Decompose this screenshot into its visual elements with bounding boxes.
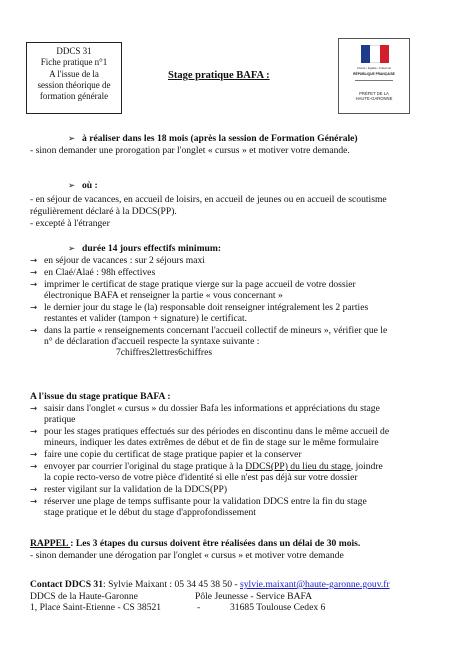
infobox-line: formation générale bbox=[39, 91, 109, 102]
logo-prefet bbox=[339, 91, 409, 101]
arrowhead-bullet-icon: ➢ bbox=[68, 244, 76, 254]
logo-prefet-line1: PRÉFET DE LA bbox=[359, 91, 389, 96]
infobox-line: DDCS 31 bbox=[56, 46, 92, 56]
list-item-continuation: stage pratique et le début du stage d'approfondissement bbox=[44, 507, 256, 518]
rappel-line: RAPPEL : Les 3 étapes du cursus doivent être réalisées dans un délai de 30 mois. bbox=[30, 538, 361, 549]
logo-prefet-line2: HAUTE-GARONNE bbox=[355, 96, 393, 101]
section2-line: régulièrement déclaré à la DDCS(PP). bbox=[30, 206, 177, 217]
arrowhead-bullet-icon: ➢ bbox=[68, 134, 76, 144]
section3-heading: ➢ durée 14 jours effectifs minimum: bbox=[68, 243, 222, 254]
right-arrow-icon: → bbox=[30, 485, 38, 495]
contact-service: Pôle Jeunesse - Service BAFA bbox=[195, 591, 313, 602]
declaration-syntax: 7chiffres2lettres6chiffres bbox=[116, 347, 213, 358]
contact-org: DDCS de la Haute-Garonne bbox=[30, 591, 138, 602]
section1-note: - sinon demander une prorogation par l'onglet « cursus » et motiver votre demande. bbox=[30, 145, 350, 156]
section4-heading: A l'issue du stage pratique BAFA : bbox=[30, 391, 171, 402]
right-arrow-icon: → bbox=[30, 497, 38, 507]
prefecture-logo bbox=[338, 38, 410, 114]
right-arrow-icon: → bbox=[30, 427, 38, 437]
rappel-note: - sinon demander une dérogation par l'onglet « cursus » et motiver votre demande bbox=[30, 550, 344, 561]
list-item: → réserver une plage de temps suffisante pour la validation DDCS entre la fin du stage bbox=[30, 496, 367, 507]
list-item: → envoyer par courrier l'original du stage pratique à la DDCS(PP) du lieu du stage, joindre bbox=[30, 461, 383, 472]
contact-city: 31685 Toulouse Cedex 6 bbox=[230, 602, 326, 613]
list-item-continuation: restantes et valider (tampon + signature) le certificat. bbox=[44, 313, 248, 324]
arrowhead-bullet-icon: ➢ bbox=[68, 181, 76, 191]
list-item-continuation: pratique bbox=[44, 414, 76, 425]
right-arrow-icon: → bbox=[30, 268, 38, 278]
logo-divider bbox=[355, 80, 393, 81]
right-arrow-icon: → bbox=[30, 280, 38, 290]
list-item-continuation: n° de déclaration d'accueil respecte la syntaxe suivante : bbox=[44, 336, 260, 347]
section2-line: - excepté à l'étranger bbox=[30, 218, 110, 229]
right-arrow-icon: → bbox=[30, 450, 38, 460]
infobox-line: Fiche pratique n°1 bbox=[40, 57, 108, 68]
list-item-continuation: la copie recto-verso de votre pièce d'identité si elle n'est pas déjà sur votre dossier bbox=[44, 472, 358, 483]
logo-motto: Liberté • Égalité • Fraternité bbox=[356, 66, 392, 70]
contact-separator: - bbox=[197, 602, 201, 613]
contact-address: 1, Place Saint-Etienne - CS 38521 bbox=[30, 602, 162, 613]
section1-heading: ➢ à réaliser dans les 18 mois (après la session de Formation Générale) bbox=[68, 133, 358, 144]
list-item-continuation: mineurs, indiquer les dates extrêmes de début et de fin de stage sur le même formulaire bbox=[44, 437, 379, 448]
section2-heading: ➢ où : bbox=[68, 180, 98, 191]
logo-republique: RÉPUBLIQUE FRANÇAISE bbox=[353, 72, 395, 76]
list-item: → en séjour de vacances : sur 2 séjours maxi bbox=[30, 255, 205, 266]
right-arrow-icon: → bbox=[30, 404, 38, 414]
list-item-continuation: électronique BAFA et renseigner la partie « vous concernant » bbox=[44, 290, 283, 301]
contact-email-link[interactable]: sylvie.maixant@haute-garonne.gouv.fr bbox=[240, 579, 390, 590]
ddcs-lieu-du-stage: DDCS(PP) du lieu du stage bbox=[245, 461, 351, 472]
list-item: → le dernier jour du stage le (la) responsable doit renseigner intégralement les 2 parties bbox=[30, 302, 369, 313]
fiche-info-box bbox=[26, 42, 122, 114]
infobox-line: session théorique de bbox=[37, 79, 111, 90]
contact-label: Contact DDCS 31 bbox=[30, 579, 104, 590]
list-item: → saisir dans l'onglet « cursus » du dossier Bafa les informations et appréciations du stage bbox=[30, 403, 380, 414]
section2-line: - en séjour de vacances, en accueil de loisirs, en accueil de jeunes ou en accueil de scoutisme bbox=[30, 194, 387, 205]
page-title: Stage pratique BAFA : bbox=[168, 70, 270, 81]
right-arrow-icon: → bbox=[30, 256, 38, 266]
right-arrow-icon: → bbox=[30, 462, 38, 472]
infobox-line: A l'issue de la bbox=[49, 68, 99, 79]
list-item: → pour les stages pratiques effectués sur des périodes en discontinu dans le même accueil de bbox=[30, 426, 390, 437]
list-item: → rester vigilant sur la validation de la DDCS(PP) bbox=[30, 484, 228, 495]
right-arrow-icon: → bbox=[30, 326, 38, 336]
list-item: → faire une copie du certificat de stage pratique papier et la conserver bbox=[30, 449, 302, 460]
list-item: → en Claé/Alaé : 98h effectives bbox=[30, 267, 156, 278]
contact-line: Contact DDCS 31: Sylvie Maixant : 05 34 45 38 50 - sylvie.maixant@haute-garonne.gouv.fr bbox=[30, 579, 390, 590]
marianne-flag-icon bbox=[361, 45, 389, 63]
right-arrow-icon: → bbox=[30, 303, 38, 313]
list-item: → dans la partie « renseignements concernant l'accueil collectif de mineurs », vérifier que le bbox=[30, 325, 388, 336]
rappel-label: RAPPEL bbox=[30, 538, 71, 549]
list-item: → imprimer le certificat de stage pratique vierge sur la page accueil de votre dossier bbox=[30, 279, 356, 290]
